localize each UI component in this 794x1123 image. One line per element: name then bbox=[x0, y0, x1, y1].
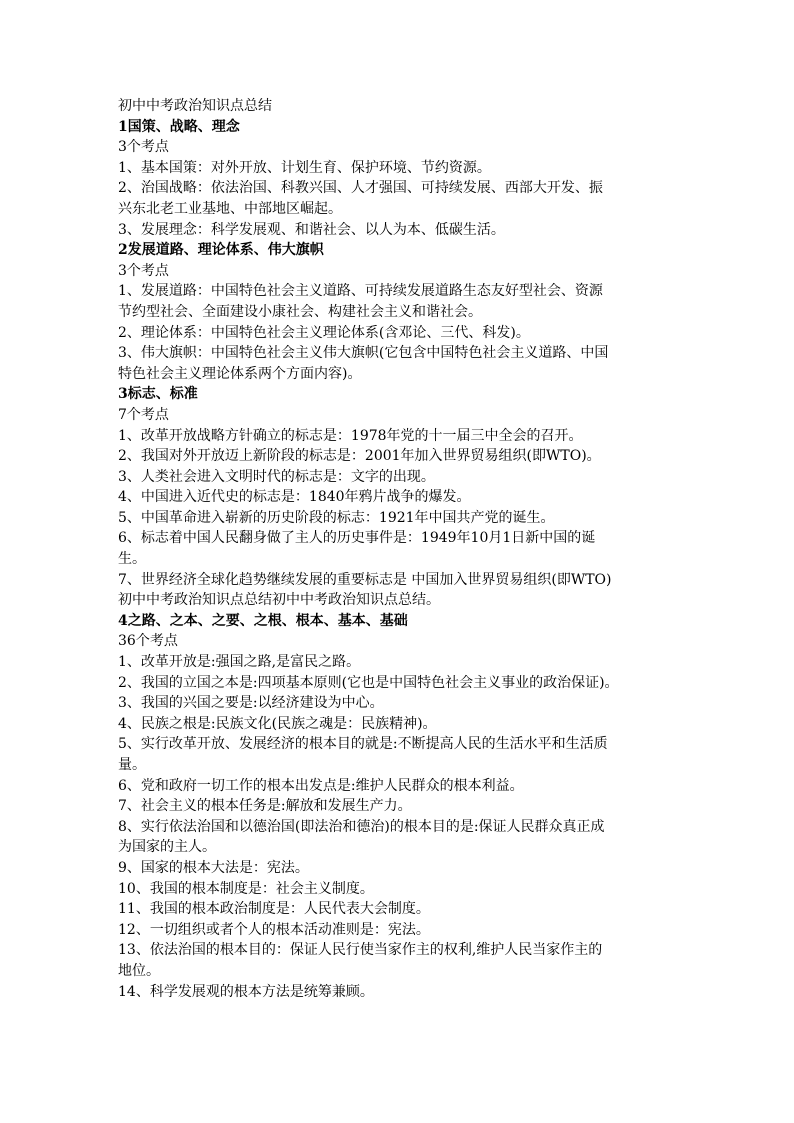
document-title: 初中中考政治知识点总结 bbox=[118, 98, 272, 114]
section-count: 3个考点 bbox=[118, 139, 169, 156]
text-line: 3、伟大旗帜：中国特色社会主义伟大旗帜(它包含中国特色社会主义道路、中国 bbox=[118, 345, 609, 362]
text-line: 节约型社会、全面建设小康社会、构建社会主义和谐社会。 bbox=[118, 303, 482, 320]
text-line: 初中中考政治知识点总结初中中考政治知识点总结。 bbox=[118, 592, 440, 609]
section-heading: 3标志、标准 bbox=[118, 386, 198, 403]
text-line: 6、标志着中国人民翻身做了主人的历史事件是：1949年10月1日新中国的诞 bbox=[118, 530, 596, 547]
text-line: 1、改革开放战略方针确立的标志是：1978年党的十一届三中全会的召开。 bbox=[118, 427, 583, 444]
section-count: 36个考点 bbox=[118, 633, 178, 650]
text-line: 1、基本国策：对外开放、计划生育、保护环境、节约资源。 bbox=[118, 159, 491, 176]
section-count: 3个考点 bbox=[118, 262, 169, 279]
text-line: 特色社会主义理论体系两个方面内容)。 bbox=[118, 365, 362, 382]
text-line: 兴东北老工业基地、中部地区崛起。 bbox=[118, 200, 342, 217]
section-heading: 2发展道路、理论体系、伟大旗帜 bbox=[118, 242, 324, 259]
section-3 bbox=[118, 384, 678, 611]
text-line: 5、中国革命进入崭新的历史阶段的标志：1921年中国共产党的诞生。 bbox=[118, 509, 555, 526]
text-line: 12、一切组织或者个人的根本活动准则是：宪法。 bbox=[118, 921, 430, 938]
section-2 bbox=[118, 240, 678, 384]
text-line: 地位。 bbox=[118, 962, 160, 979]
text-line: 11、我国的根本政治制度是：人民代表大会制度。 bbox=[118, 901, 430, 918]
text-line: 3、人类社会进入文明时代的标志是：文字的出现。 bbox=[118, 468, 435, 485]
section-heading: 1国策、战略、理念 bbox=[118, 118, 240, 135]
document-page bbox=[118, 96, 678, 1002]
section-1 bbox=[118, 117, 678, 241]
text-line: 5、实行改革开放、发展经济的根本目的就是:不断提高人民的生活水平和生活质 bbox=[118, 736, 608, 753]
text-line: 2、我国的立国之本是:四项基本原则(它也是中国特色社会主义事业的政治保证)。 bbox=[118, 674, 619, 691]
text-line: 13、依法治国的根本目的：保证人民行使当家作主的权利,维护人民当家作主的 bbox=[118, 942, 603, 959]
section-heading: 4之路、之本、之要、之根、根本、基本、基础 bbox=[118, 612, 408, 629]
text-line: 8、实行依法治国和以德治国(即法治和德治)的根本目的是:保证人民群众真正成 bbox=[118, 818, 605, 835]
text-line: 1、发展道路：中国特色社会主义道路、可持续发展道路生态友好型社会、资源 bbox=[118, 283, 603, 300]
text-line: 2、治国战略：依法治国、科教兴国、人才强国、可持续发展、西部大开发、振 bbox=[118, 180, 603, 197]
text-line: 生。 bbox=[118, 551, 146, 568]
text-line: 量。 bbox=[118, 757, 146, 773]
text-line: 2、理论体系：中国特色社会主义理论体系(含邓论、三代、科发)。 bbox=[118, 324, 530, 341]
text-line: 为国家的主人。 bbox=[118, 839, 216, 856]
text-line: 7、世界经济全球化趋势继续发展的重要标志是 中国加入世界贸易组织(即WTO) bbox=[118, 571, 612, 588]
section-count: 7个考点 bbox=[118, 406, 169, 423]
text-line: 2、我国对外开放迈上新阶段的标志是：2001年加入世界贸易组织(即WTO)。 bbox=[118, 448, 601, 465]
text-line: 14、科学发展观的根本方法是统筹兼顾。 bbox=[118, 983, 374, 1000]
text-line: 3、我国的兴国之要是:以经济建设为中心。 bbox=[118, 695, 384, 712]
text-line: 7、社会主义的根本任务是:解放和发展生产力。 bbox=[118, 798, 412, 815]
text-line: 4、中国进入近代史的标志是：1840年鸦片战争的爆发。 bbox=[118, 489, 471, 506]
text-line: 4、民族之根是:民族文化(民族之魂是：民族精神)。 bbox=[118, 715, 437, 732]
text-line: 1、改革开放是:强国之路,是富民之路。 bbox=[118, 654, 361, 671]
section-4 bbox=[118, 611, 678, 1002]
text-line: 10、我国的根本制度是：社会主义制度。 bbox=[118, 880, 374, 897]
text-line: 9、国家的根本大法是：宪法。 bbox=[118, 859, 309, 876]
text-line: 6、党和政府一切工作的根本出发点是:维护人民群众的根本利益。 bbox=[118, 777, 524, 794]
text-line: 3、发展理念：科学发展观、和谐社会、以人为本、低碳生活。 bbox=[118, 221, 505, 238]
